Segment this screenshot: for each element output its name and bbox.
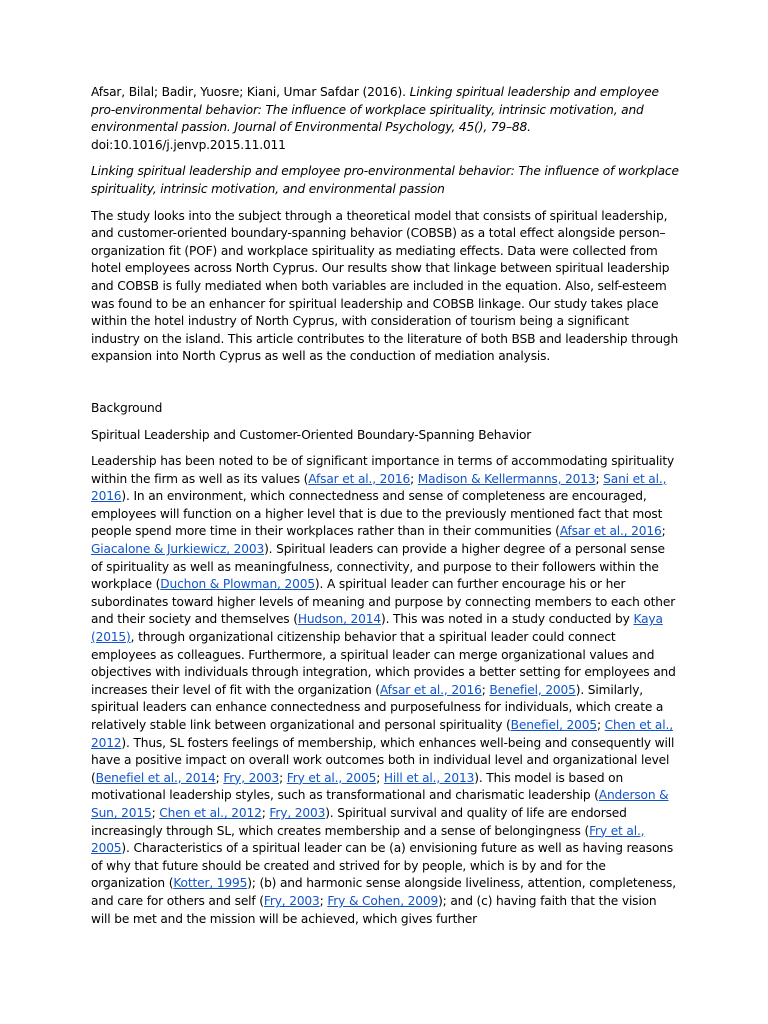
background-heading: Background xyxy=(91,400,163,415)
body-text: ). Thus, SL fosters feelings of membership, which enhances well-being and consequently will have a positive impact on overall work outcomes both in individual level and organizational level ( xyxy=(91,735,675,785)
citation-link[interactable]: Sani et al., 2016 xyxy=(91,471,667,504)
body-text: ; xyxy=(319,893,328,908)
body-text: ); (b) and harmonic sense alongside liveliness, attention, completeness, and care for others and self ( xyxy=(91,876,676,908)
body-text: ; xyxy=(151,805,160,820)
body-text: ; xyxy=(376,770,384,785)
body-text: ; xyxy=(596,718,605,732)
citation-link[interactable]: Fry, 2003 xyxy=(263,893,320,908)
citation-link[interactable]: Kotter, 1995 xyxy=(173,876,248,891)
citation-link[interactable]: Benefiel et al., 2014 xyxy=(95,770,216,785)
citation-link[interactable]: Giacalone & Jurkiewicz, 2003 xyxy=(91,542,265,557)
citation-link[interactable]: Fry, 2003 xyxy=(223,770,280,785)
citation-link[interactable]: Hudson, 2014 xyxy=(297,612,381,627)
body-text: ). Spiritual leaders can provide a higher degree of a personal sense of spirituality as well as meaningfulness, connectivity, and purpose to their followers within the workplace ( xyxy=(91,542,665,592)
citation-link[interactable]: Duchon & Plowman, 2005 xyxy=(160,577,315,592)
body-text: ). Similarly, spiritual leaders can enhance connectedness and purposefulness for individuals, which create a relatively stable link between organizational and personal spirituality ( xyxy=(91,682,664,732)
citation-link[interactable]: Afsar et al., 2016 xyxy=(379,682,482,697)
citation-link[interactable]: Fry et al., 2005 xyxy=(286,770,377,785)
citation-link[interactable]: Benefiel, 2005 xyxy=(489,682,576,697)
citation-link[interactable]: Afsar et al., 2016 xyxy=(308,471,411,486)
reference-doi: doi:10.1016/j.jenvp.2015.11.011 xyxy=(91,137,286,152)
reference-title: Linking spiritual leadership and employee pro-environmental behavior: The influence of workplace spirituality, intrinsic motivation, and environmental passion. Journal of Environmental Psychology, 45(), 79–88. xyxy=(91,85,659,135)
body-text: ; xyxy=(279,770,287,785)
citation-link[interactable]: Hill et al., 2013 xyxy=(383,770,475,785)
body-text: ; xyxy=(215,770,224,785)
section-heading: Spiritual Leadership and Customer-Oriented Boundary-Spanning Behavior xyxy=(91,427,532,442)
body-text: ; xyxy=(410,471,418,486)
body-text: ). Characteristics of a spiritual leader can be (a) envisioning future as well as having reasons of why that future should be created and strived for by people, which is by and for the organization ( xyxy=(91,841,674,891)
body-text: ). In an environment, which connectedness and sense of completeness are encouraged, employees will function on a higher level that is due to the previously mentioned fact that most people spend more time in their workplaces rather than in their communities ( xyxy=(91,489,663,539)
body-text: ). This was noted in a study conducted by xyxy=(380,612,634,627)
body-text: ). Spiritual survival and quality of life are endorsed increasingly through SL, which creates membership and a sense of belongingness ( xyxy=(91,805,627,838)
article-title: Linking spiritual leadership and employee pro-environmental behavior: The influence of workplace spirituality, intrinsic motivation, and environmental passion xyxy=(91,164,679,196)
body-text: ; xyxy=(661,524,666,539)
reference-citation xyxy=(91,84,679,154)
body-text: ; xyxy=(481,682,490,697)
body-text: ; xyxy=(261,805,270,820)
reference-authors: Afsar, Bilal; Badir, Yuosre; Kiani, Umar Safdar (2016). xyxy=(91,85,410,99)
body-text: , through organizational citizenship behavior that a spiritual leader could connect employees as colleagues. Furthermore, a spiritual leader can merge organizational values and objectives with individuals through integration, which provides a better setting for employees and increases their level of fit with the organization ( xyxy=(91,630,676,697)
citation-link[interactable]: Chen et al., 2012 xyxy=(159,805,262,820)
section-spacer xyxy=(91,375,679,400)
body-text: ). A spiritual leader can further encourage his or her subordinates toward higher levels of meaning and purpose by connecting members to each other and their society and themselves ( xyxy=(91,577,676,627)
summary-paragraph: The study looks into the subject through a theoretical model that consists of spiritual leadership, and customer-oriented boundary-spanning behavior (COBSB) as a total effect alongside person–organization fit (POF) and workplace spirituality as mediating effects. Data were collected from hotel employees across North Cyprus. Our results show that linkage between spiritual leadership and COBSB is fully mediated when both variables are included in the equation. Also, self-esteem was found to be an enhancer for spiritual leadership and COBSB linkage. Our study takes place within the hotel industry of North Cyprus, with consideration of tourism being a significant industry on the island. This article contributes to the literature of both BSB and leadership through expansion into North Cyprus as well as the conduction of mediation analysis. xyxy=(91,208,679,364)
citation-link[interactable]: Kaya (2015) xyxy=(91,612,663,645)
citation-link[interactable]: Anderson & Sun, 2015 xyxy=(91,788,669,820)
citation-link[interactable]: Fry et al., 2005 xyxy=(91,823,645,856)
body-text: Leadership has been noted to be of significant importance in terms of accommodating spirituality within the firm as well as its values ( xyxy=(91,454,675,486)
citation-link[interactable]: Benefiel, 2005 xyxy=(510,718,597,732)
body-text: ); and (c) having faith that the vision will be met and the mission will be achieved, which gives further xyxy=(91,893,657,926)
citation-link[interactable]: Fry & Cohen, 2009 xyxy=(327,893,439,908)
citation-link[interactable]: Afsar et al., 2016 xyxy=(559,524,662,539)
citation-link[interactable]: Madison & Kellermanns, 2013 xyxy=(417,471,596,486)
body-text: ). This model is based on motivational leadership styles, such as transformational and charismatic leadership ( xyxy=(91,770,624,803)
body-text: ; xyxy=(595,471,604,486)
citation-link[interactable]: Fry, 2003 xyxy=(269,805,326,820)
citation-link[interactable]: Chen et al., 2012 xyxy=(91,718,673,750)
body-paragraph xyxy=(91,453,679,928)
document-page xyxy=(91,84,679,937)
